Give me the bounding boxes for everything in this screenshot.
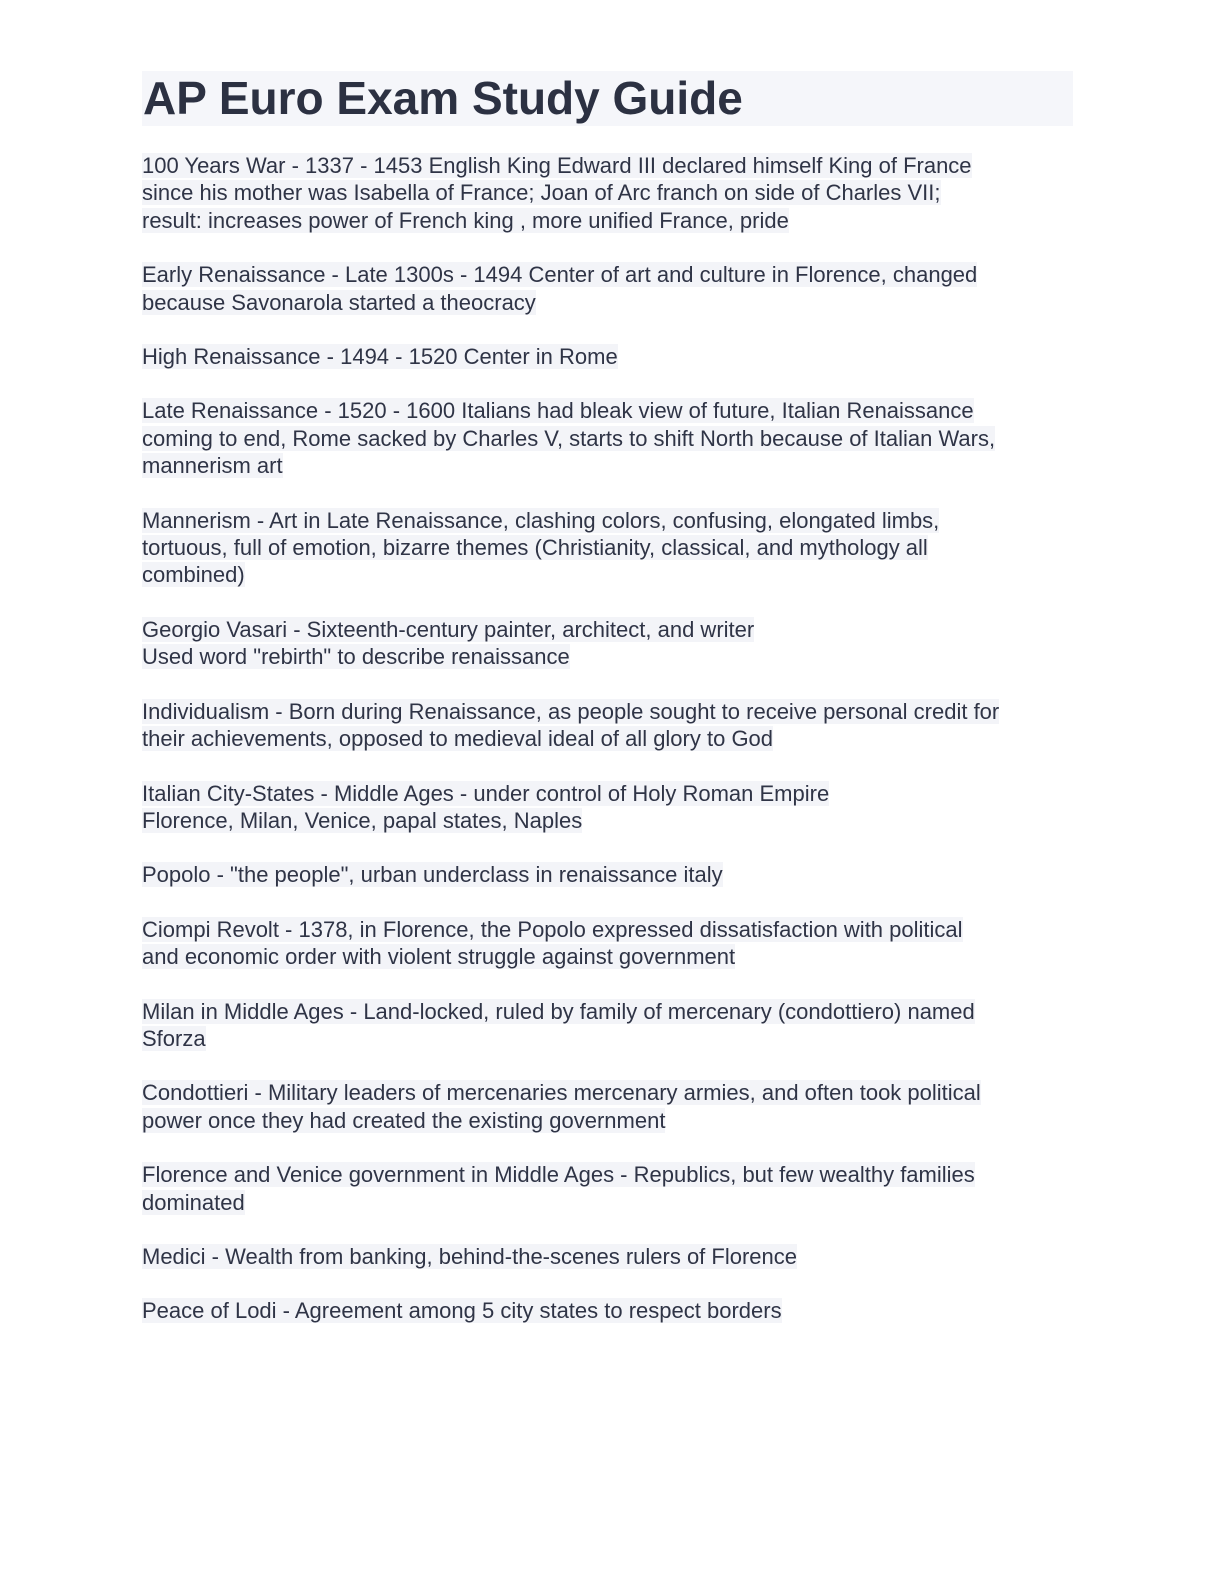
entry-line <box>142 1189 1073 1216</box>
entry-line-text: Peace of Lodi - Agreement among 5 city states to respect borders <box>142 1298 782 1324</box>
entry-line-text: Georgio Vasari - Sixteenth-century painter, architect, and writer <box>142 616 755 642</box>
entry-line-text: combined) <box>142 562 245 588</box>
entry-line <box>142 861 1073 888</box>
entry-line <box>142 643 1073 670</box>
study-guide-entry <box>142 152 1073 234</box>
entry-line-text: power once they had created the existing government <box>142 1107 666 1133</box>
document-title: AP Euro Exam Study Guide <box>142 71 1073 126</box>
entry-line <box>142 152 1073 179</box>
entry-line-text: result: increases power of French king , more unified France, pride <box>142 207 789 233</box>
entry-line <box>142 1025 1073 1052</box>
entry-line-text: because Savonarola started a theocracy <box>142 289 536 315</box>
entry-line <box>142 1243 1073 1270</box>
entry-line-text: coming to end, Rome sacked by Charles V, starts to shift North because of Italian Wars, <box>142 425 996 451</box>
entry-line-text: dominated <box>142 1189 245 1215</box>
entry-line <box>142 1079 1073 1106</box>
study-guide-entry <box>142 861 1073 888</box>
study-guide-entry <box>142 916 1073 971</box>
entry-line-text: mannerism art <box>142 453 283 479</box>
entry-line <box>142 561 1073 588</box>
entry-line-text: Mannerism - Art in Late Renaissance, clashing colors, confusing, elongated limbs, <box>142 507 940 533</box>
entry-line-text: Medici - Wealth from banking, behind-the-scenes rulers of Florence <box>142 1243 798 1269</box>
study-guide-entry <box>142 397 1073 479</box>
entry-line <box>142 507 1073 534</box>
entry-line <box>142 616 1073 643</box>
study-guide-entry <box>142 780 1073 835</box>
entry-line <box>142 807 1073 834</box>
study-guide-entry <box>142 261 1073 316</box>
entry-line <box>142 780 1073 807</box>
study-guide-entry <box>142 698 1073 753</box>
entry-line-text: tortuous, full of emotion, bizarre themes (Christianity, classical, and mythology all <box>142 535 928 561</box>
entry-line-text: Ciompi Revolt - 1378, in Florence, the Popolo expressed dissatisfaction with political <box>142 916 963 942</box>
entry-line <box>142 397 1073 424</box>
entry-line-text: Italian City-States - Middle Ages - under control of Holy Roman Empire <box>142 780 830 806</box>
study-guide-entry <box>142 1243 1073 1270</box>
entry-line <box>142 943 1073 970</box>
entry-line-text: Milan in Middle Ages - Land-locked, ruled by family of mercenary (condottiero) named <box>142 998 975 1024</box>
entry-line <box>142 179 1073 206</box>
entry-line <box>142 1107 1073 1134</box>
entry-line <box>142 261 1073 288</box>
entry-line-text: since his mother was Isabella of France; Joan of Arc franch on side of Charles VII; <box>142 180 941 206</box>
entry-line <box>142 916 1073 943</box>
study-guide-entry <box>142 1297 1073 1324</box>
entry-line <box>142 698 1073 725</box>
entry-line-text: Florence and Venice government in Middle Ages - Republics, but few wealthy families <box>142 1162 975 1188</box>
entry-line-text: Late Renaissance - 1520 - 1600 Italians had bleak view of future, Italian Renaissance <box>142 398 974 424</box>
entry-line-text: 100 Years War - 1337 - 1453 English King Edward III declared himself King of France <box>142 153 972 178</box>
study-guide-entry <box>142 998 1073 1053</box>
entry-line-text: Early Renaissance - Late 1300s - 1494 Center of art and culture in Florence, changed <box>142 262 978 288</box>
entry-line <box>142 343 1073 370</box>
study-guide-entry <box>142 507 1073 589</box>
study-guide-entry <box>142 343 1073 370</box>
entry-line-text: Individualism - Born during Renaissance, as people sought to receive personal credit for <box>142 698 1000 724</box>
entry-line-text: Sforza <box>142 1025 206 1051</box>
entry-line-text: and economic order with violent struggle against government <box>142 944 736 970</box>
entry-line-text: Popolo - "the people", urban underclass in renaissance italy <box>142 862 723 888</box>
study-guide-entry <box>142 616 1073 671</box>
entry-line <box>142 1161 1073 1188</box>
entry-line-text: Condottieri - Military leaders of mercenaries mercenary armies, and often took political <box>142 1080 981 1106</box>
entry-line-text: Florence, Milan, Venice, papal states, Naples <box>142 807 583 833</box>
study-guide-entry <box>142 1079 1073 1134</box>
study-guide-entry <box>142 1161 1073 1216</box>
entry-line <box>142 289 1073 316</box>
entry-line <box>142 534 1073 561</box>
document-page <box>142 71 1073 1352</box>
entry-line <box>142 998 1073 1025</box>
entry-line-text: their achievements, opposed to medieval ideal of all glory to God <box>142 726 774 752</box>
entry-line <box>142 725 1073 752</box>
entry-line-text: High Renaissance - 1494 - 1520 Center in Rome <box>142 344 618 370</box>
entry-line <box>142 425 1073 452</box>
entry-line <box>142 1297 1073 1324</box>
entry-line <box>142 207 1073 234</box>
entry-line <box>142 452 1073 479</box>
study-guide-entries <box>142 152 1073 1325</box>
entry-line-text: Used word "rebirth" to describe renaissance <box>142 644 570 670</box>
